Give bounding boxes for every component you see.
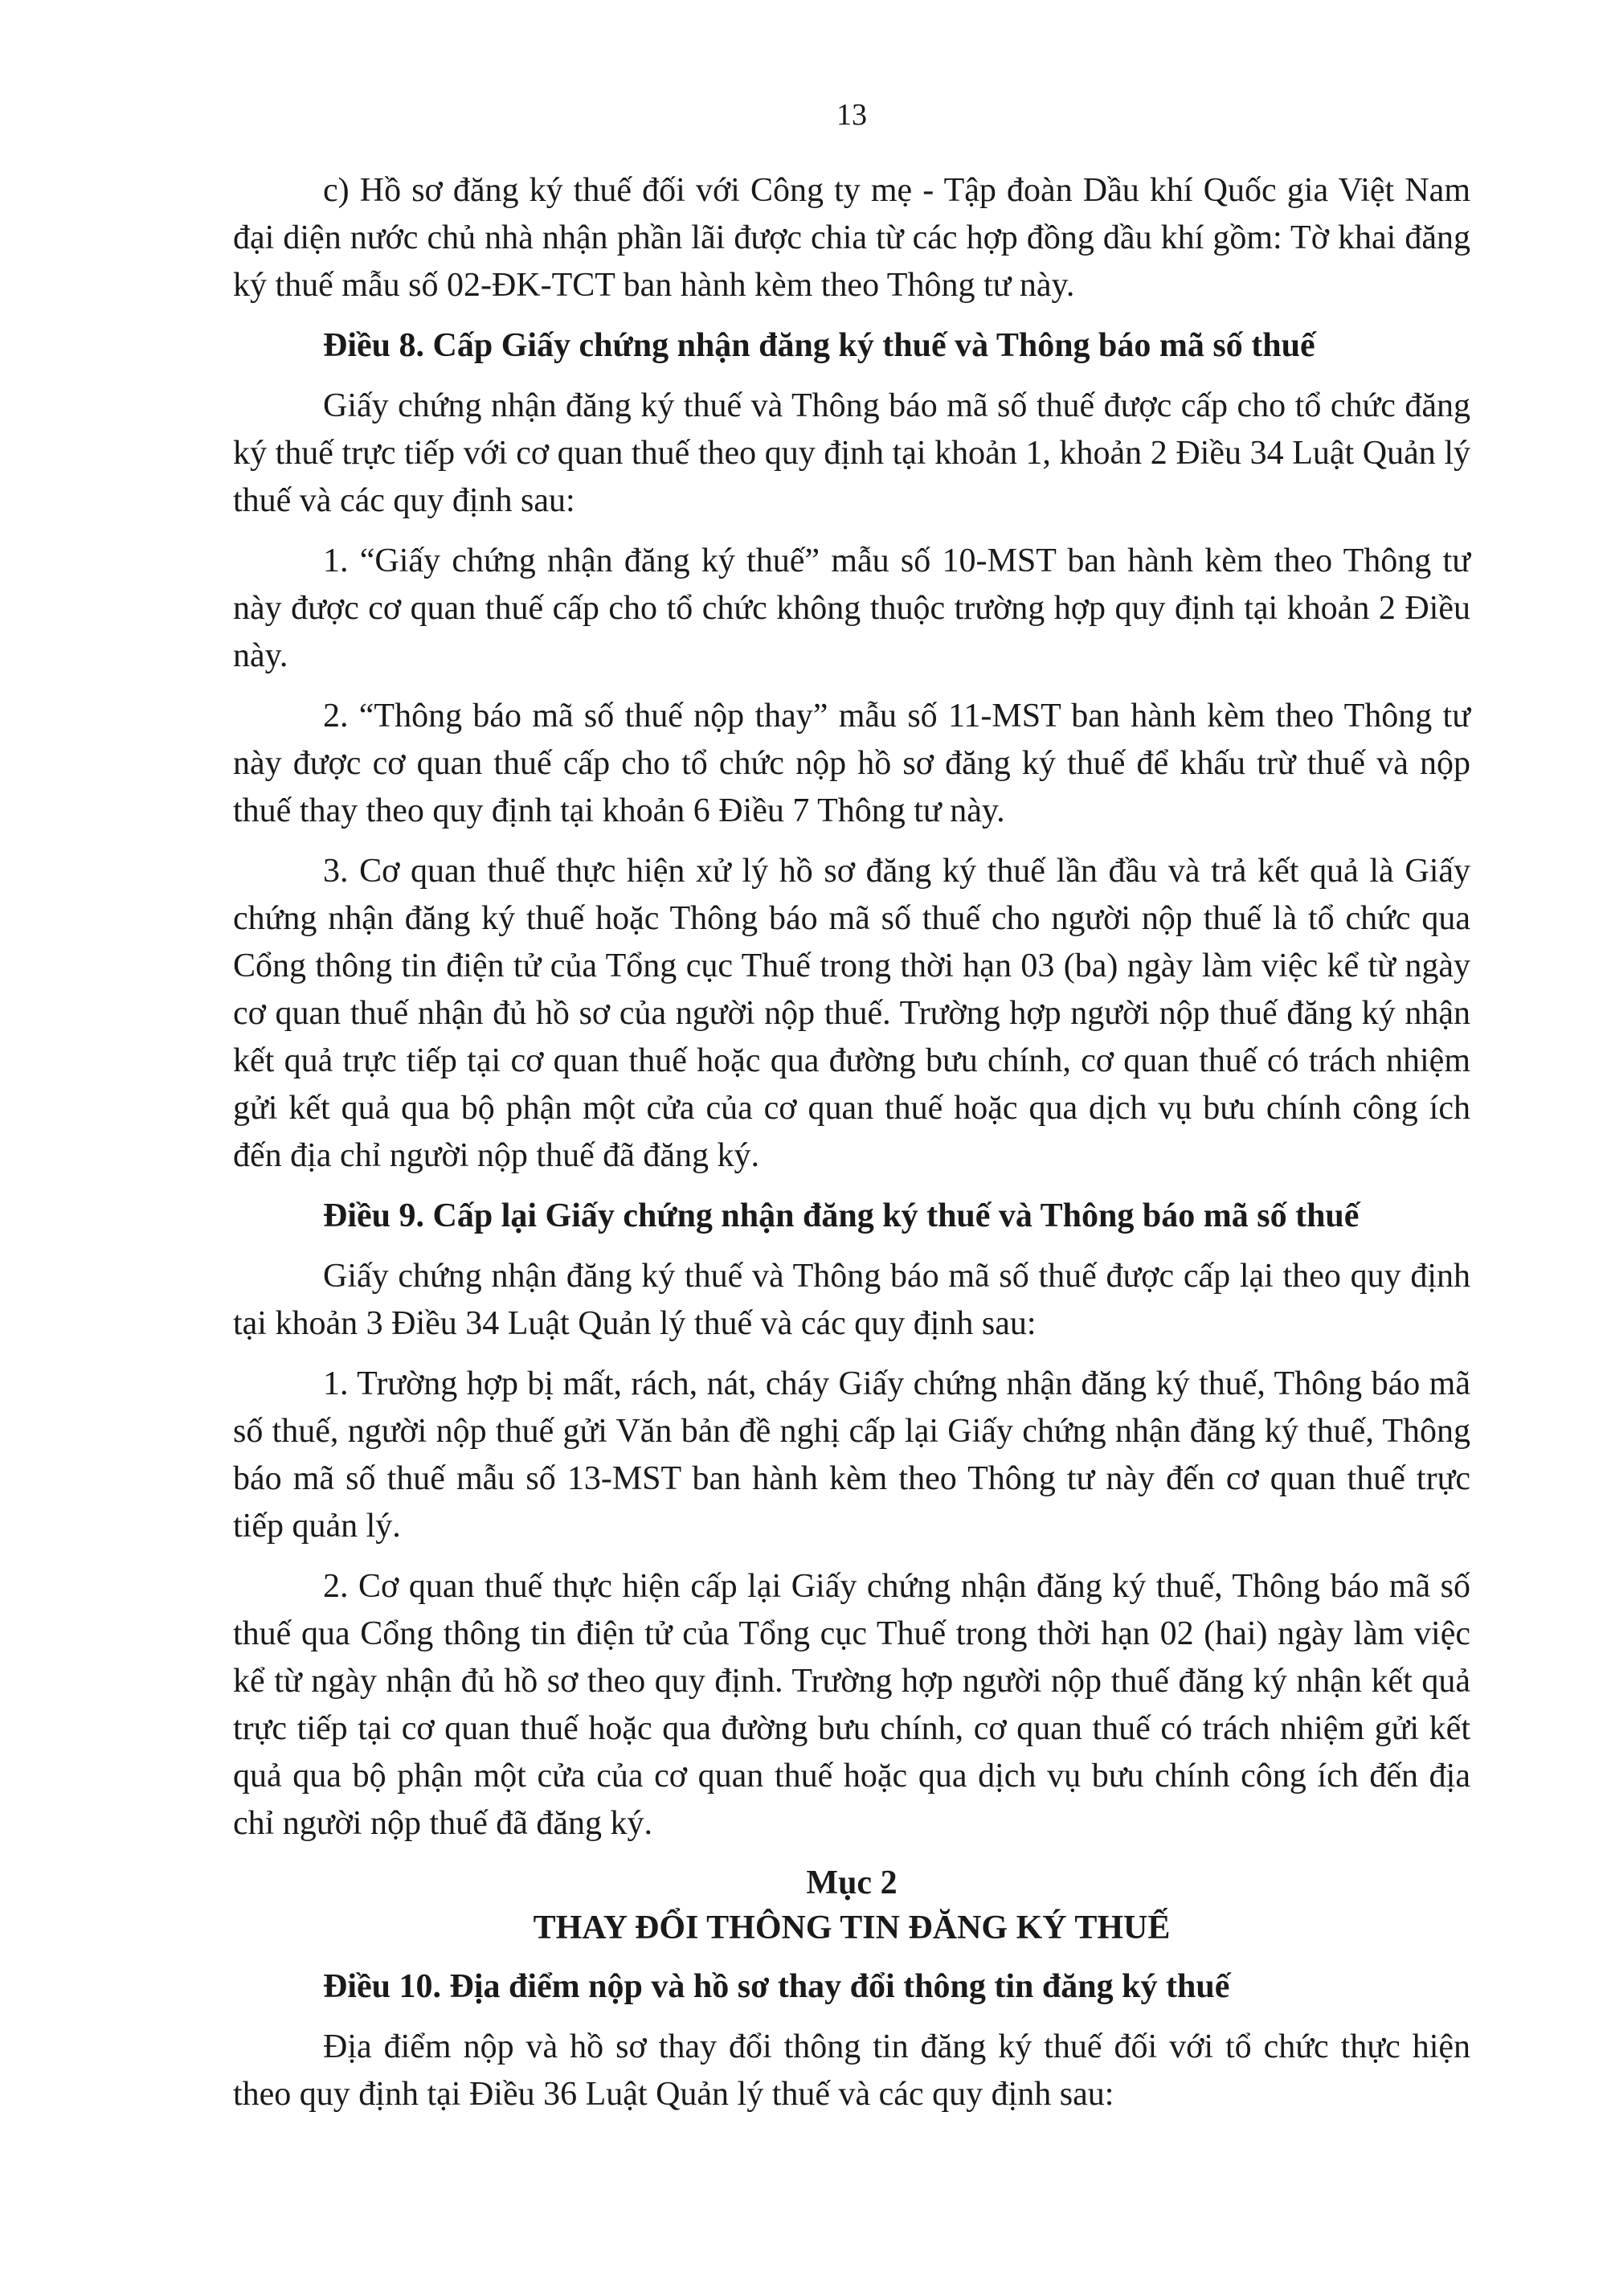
article-8-clause-1: 1. “Giấy chứng nhận đăng ký thuế” mẫu số 10-MST ban hành kèm theo Thông tư này được cơ quan thuế cấp cho tổ chức không thuộc trường hợp quy định tại khoản 2 Điều này. — [233, 542, 1470, 674]
article-8-intro: Giấy chứng nhận đăng ký thuế và Thông báo mã số thuế được cấp cho tổ chức đăng ký thuế trực tiếp với cơ quan thuế theo quy định tại khoản 1, khoản 2 Điều 34 Luật Quản lý thuế và các quy định sau: — [233, 387, 1470, 519]
article-9-clause-1: 1. Trường hợp bị mất, rách, nát, cháy Giấy chứng nhận đăng ký thuế, Thông báo mã số thuế, người nộp thuế gửi Văn bản đề nghị cấp lại Giấy chứng nhận đăng ký thuế, Thông báo mã số thuế mẫu số 13-MST ban hành kèm theo Thông tư này đến cơ quan thuế trực tiếp quản lý. — [233, 1365, 1470, 1545]
article-8-heading: Điều 8. Cấp Giấy chứng nhận đăng ký thuế và Thông báo mã số thuế — [323, 327, 1315, 364]
article-8-clause-2: 2. “Thông báo mã số thuế nộp thay” mẫu số 11-MST ban hành kèm theo Thông tư này được cơ quan thuế cấp cho tổ chức nộp hồ sơ đăng ký thuế để khấu trừ thuế và nộp thuế thay theo quy định tại khoản 6 Điều 7 Thông tư này. — [233, 698, 1470, 829]
article-9-heading: Điều 9. Cấp lại Giấy chứng nhận đăng ký thuế và Thông báo mã số thuế — [323, 1197, 1360, 1234]
article-8-clause-3: 3. Cơ quan thuế thực hiện xử lý hồ sơ đăng ký thuế lần đầu và trả kết quả là Giấy chứng nhận đăng ký thuế hoặc Thông báo mã số thuế cho người nộp thuế là tổ chức qua Cổng thông tin điện tử của Tổng cục Thuế trong thời hạn 03 (ba) ngày làm việc kể từ ngày cơ quan thuế nhận đủ hồ sơ của người nộp thuế. Trường hợp người nộp thuế đăng ký nhận kết quả trực tiếp tại cơ quan thuế hoặc qua đường bưu chính, cơ quan thuế có trách nhiệm gửi kết quả qua bộ phận một cửa của cơ quan thuế hoặc qua dịch vụ bưu chính công ích đến địa chỉ người nộp thuế đã đăng ký. — [233, 853, 1470, 1174]
section-label: Mục 2 — [806, 1864, 898, 1901]
article-10-intro: Địa điểm nộp và hồ sơ thay đổi thông tin đăng ký thuế đối với tổ chức thực hiện theo quy định tại Điều 36 Luật Quản lý thuế và các quy định sau: — [233, 2028, 1470, 2113]
article-9-intro: Giấy chứng nhận đăng ký thuế và Thông báo mã số thuế được cấp lại theo quy định tại khoản 3 Điều 34 Luật Quản lý thuế và các quy định sau: — [233, 1258, 1470, 1342]
article-10-heading: Điều 10. Địa điểm nộp và hồ sơ thay đổi thông tin đăng ký thuế — [323, 1968, 1230, 2005]
paragraph-7c-dossier: c) Hồ sơ đăng ký thuế đối với Công ty mẹ - Tập đoàn Dầu khí Quốc gia Việt Nam đại diện nước chủ nhà nhận phần lãi được chia từ các hợp đồng dầu khí gồm: Tờ khai đăng ký thuế mẫu số 02-ĐK-TCT ban hành kèm theo Thông tư này. — [233, 172, 1470, 304]
article-9-clause-2: 2. Cơ quan thuế thực hiện cấp lại Giấy chứng nhận đăng ký thuế, Thông báo mã số thuế qua Cổng thông tin điện tử của Tổng cục Thuế trong thời hạn 02 (hai) ngày làm việc kể từ ngày nhận đủ hồ sơ theo quy định. Trường hợp người nộp thuế đăng ký nhận kết quả trực tiếp tại cơ quan thuế hoặc qua đường bưu chính, cơ quan thuế có trách nhiệm gửi kết quả qua bộ phận một cửa của cơ quan thuế hoặc qua dịch vụ bưu chính công ích đến địa chỉ người nộp thuế đã đăng ký. — [233, 1568, 1470, 1842]
document-page — [233, 95, 1470, 2131]
page-number: 13 — [836, 98, 867, 132]
section-title: THAY ĐỔI THÔNG TIN ĐĂNG KÝ THUẾ — [533, 1909, 1171, 1946]
